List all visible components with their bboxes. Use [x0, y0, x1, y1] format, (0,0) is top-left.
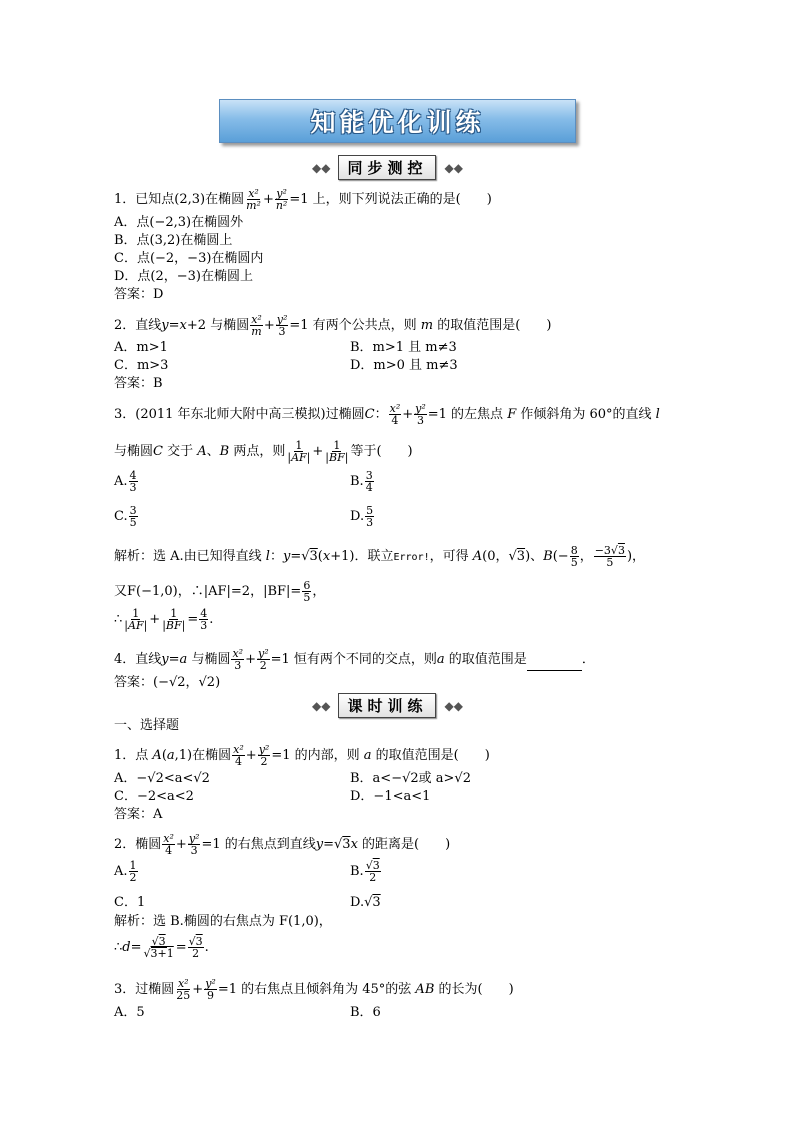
section-title-lesson: 课时训练: [338, 693, 436, 718]
q1-option-d: D．点(2，−3)在椭圆上: [114, 269, 254, 284]
diamond-left-icon: ◆◆: [312, 160, 331, 175]
q3-option-c: C. $\frac{3}{5}$: [114, 504, 137, 529]
page-title: 知能优化训练: [310, 108, 485, 137]
q2-option-c: C．m>3: [114, 358, 169, 373]
q2-stem: 2．直线y=x+2 与椭圆 $\frac{\text{x²}}{m}$ + $\frac{\text{y²}}{3}$ =1 有两个公共点，则 m 的取值范围是( ): [114, 313, 552, 338]
p2-option-d: D.√3: [350, 895, 381, 910]
q3-analysis-line3: ∴ $\frac{1}{|AF|}$ + $\frac{1}{|BF|}$ = $\frac{4}{3}$ .: [114, 607, 214, 632]
diamond-left-icon: ◆◆: [312, 698, 331, 713]
q1-option-a: A．点(−2,3)在椭圆外: [114, 215, 244, 230]
p1-option-b: B．a<−√2或 a>√2: [350, 771, 471, 786]
answer-blank: [527, 658, 582, 671]
q3-analysis: 解析：选 A.由已知得直线 l：y=√3(x+1)．联立Error!，可得 A(0，√3)、B(− $\frac{8}{5}$ ， $\frac{-3√3}{5}$ )，: [114, 544, 646, 569]
section-title-sync: 同步测控: [338, 155, 436, 180]
p2-option-a: A. $\frac{1}{2}$: [114, 859, 137, 884]
q4-answer: 答案：(−√2，√2): [114, 675, 221, 690]
q1-option-b: B．点(3,2)在椭圆上: [114, 233, 233, 248]
diamond-right-icon: ◆◆: [444, 698, 463, 713]
p2-analysis-line2: ∴d= $\frac{√3}{√3+1}$ = $\frac{√3}{2}$ .: [114, 935, 209, 960]
p2-analysis: 解析：选 B.椭圆的右焦点为 F(1,0)，: [114, 914, 332, 929]
p3-option-b: B．6: [350, 1005, 381, 1020]
q3-stem-line1: 3．(2011 年东北师大附中高三模拟)过椭圆C： $\frac{\text{x²}}{4}$ + $\frac{\text{y²}}{3}$ =1 的左焦点 F 作倾斜角为 60°的直线 l: [114, 402, 660, 427]
q3-option-d: D. $\frac{5}{3}$: [350, 504, 374, 529]
p2-option-b: B. $\frac{√3}{2}$: [350, 859, 380, 884]
q2-option-b: B．m>1 且 m≠3: [350, 340, 457, 355]
q2-option-a: A．m>1: [114, 340, 168, 355]
p1-option-c: C．−2<a<2: [114, 789, 194, 804]
q3-stem-line2: 与椭圆C 交于 A、B 两点，则 $\frac{1}{|AF|}$ + $\frac{1}{|BF|}$ 等于( ): [114, 439, 413, 464]
p1-option-a: A．−√2<a<√2: [114, 771, 210, 786]
p1-option-d: D．−1<a<1: [350, 789, 431, 804]
q3-option-b: B. $\frac{3}{4}$: [350, 469, 373, 494]
q2-option-d: D．m>0 且 m≠3: [350, 358, 458, 373]
q1-option-c: C．点(−2，−3)在椭圆内: [114, 251, 264, 266]
p1-answer: 答案：A: [114, 807, 163, 822]
p3-stem: 3．过椭圆 $\frac{\text{x²}}{25}$ + $\frac{\text{y²}}{9}$ =1 的右焦点且倾斜角为 45°的弦 AB 的长为( ): [114, 977, 514, 1002]
q1-stem: 1．已知点(2,3)在椭圆 $\frac{\text{x²}}{\text{m²}}$ + $\frac{\text{y²}}{\text{n²}}$ =1 上，则下列说法正确的是( ): [114, 187, 492, 212]
q3-option-a: A. $\frac{4}{3}$: [114, 469, 137, 494]
section-header-sync: [312, 155, 463, 180]
p2-option-c: C．1: [114, 895, 146, 910]
q3-analysis-line2: 又F(−1,0)，∴|AF|=2，|BF|= $\frac{6}{5}$ ，: [114, 579, 326, 604]
p3-option-a: A．5: [114, 1005, 145, 1020]
title-banner: [219, 99, 576, 143]
p1-stem: 1．点 A(a,1)在椭圆 $\frac{\text{x²}}{4}$ + $\frac{\text{y²}}{2}$ =1 的内部，则 a 的取值范围是( ): [114, 743, 490, 768]
p2-stem: 2．椭圆 $\frac{\text{x²}}{4}$ + $\frac{\text{y²}}{3}$ =1 的右焦点到直线y=√3x 的距离是( ): [114, 832, 451, 857]
part-heading: 一、选择题: [114, 718, 180, 733]
q1-answer: 答案：D: [114, 287, 164, 302]
q2-answer: 答案：B: [114, 376, 163, 391]
q4-stem: 4．直线y=a 与椭圆 $\frac{\text{x²}}{3}$ + $\frac{\text{y²}}{2}$ =1 恒有两个不同的交点，则a 的取值范围是 ．: [114, 647, 595, 672]
section-header-lesson: [312, 693, 463, 718]
diamond-right-icon: ◆◆: [444, 160, 463, 175]
